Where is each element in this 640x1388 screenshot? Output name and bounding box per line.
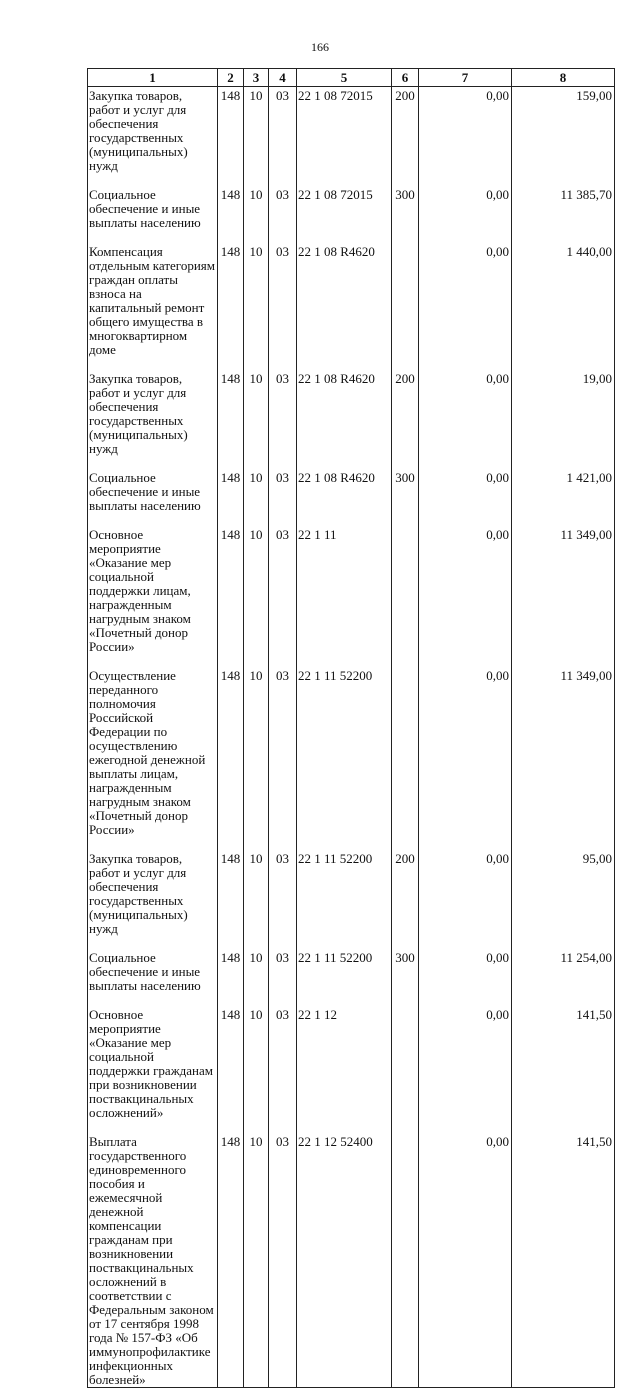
row-rz-cell: 10	[244, 186, 269, 230]
spacer-cell	[269, 513, 297, 526]
row-col8-cell: 159,00	[512, 87, 615, 174]
row-csr-cell: 22 1 08 R4620	[297, 370, 392, 456]
spacer-cell	[218, 173, 244, 186]
spacer-cell	[269, 654, 297, 667]
spacer-cell	[269, 357, 297, 370]
spacer-cell	[297, 1120, 392, 1133]
spacer-cell	[512, 1120, 615, 1133]
spacer-cell	[392, 1120, 419, 1133]
row-rz-cell: 10	[244, 370, 269, 456]
spacer-cell	[512, 230, 615, 243]
row-grbs-cell: 148	[218, 469, 244, 513]
row-col8-cell: 141,50	[512, 1006, 615, 1120]
row-rz-cell: 10	[244, 1006, 269, 1120]
row-name-cell: Закупка товаров, работ и услуг для обеспечения государственных (муниципальных) нужд	[88, 370, 218, 456]
spacer-cell	[512, 456, 615, 469]
row-pr-cell: 03	[269, 1006, 297, 1120]
row-col7-cell: 0,00	[419, 850, 512, 936]
row-col8-cell: 1 421,00	[512, 469, 615, 513]
row-spacer	[88, 936, 615, 949]
table-row	[88, 949, 615, 993]
spacer-cell	[392, 837, 419, 850]
row-col7-cell: 0,00	[419, 469, 512, 513]
spacer-cell	[512, 936, 615, 949]
row-rz-cell: 10	[244, 949, 269, 993]
row-vr-cell: 200	[392, 370, 419, 456]
row-col7-cell: 0,00	[419, 370, 512, 456]
spacer-cell	[244, 513, 269, 526]
spacer-cell	[244, 230, 269, 243]
row-col8-cell: 141,50	[512, 1133, 615, 1388]
spacer-cell	[244, 173, 269, 186]
spacer-cell	[244, 1120, 269, 1133]
spacer-cell	[419, 456, 512, 469]
page-number: 166	[311, 40, 329, 54]
spacer-cell	[88, 936, 218, 949]
row-col7-cell: 0,00	[419, 667, 512, 837]
row-csr-cell: 22 1 12 52400	[297, 1133, 392, 1388]
table-row	[88, 526, 615, 654]
row-csr-cell: 22 1 11	[297, 526, 392, 654]
row-col7-cell: 0,00	[419, 1006, 512, 1120]
spacer-cell	[512, 993, 615, 1006]
spacer-cell	[88, 456, 218, 469]
spacer-cell	[244, 993, 269, 1006]
header-col-6: 6	[392, 69, 419, 87]
row-csr-cell: 22 1 11 52200	[297, 850, 392, 936]
spacer-cell	[419, 837, 512, 850]
row-vr-cell: 200	[392, 87, 419, 174]
row-pr-cell: 03	[269, 87, 297, 174]
spacer-cell	[297, 993, 392, 1006]
row-pr-cell: 03	[269, 186, 297, 230]
row-csr-cell: 22 1 11 52200	[297, 667, 392, 837]
row-vr-cell	[392, 1133, 419, 1388]
spacer-cell	[297, 173, 392, 186]
spacer-cell	[392, 936, 419, 949]
spacer-cell	[88, 173, 218, 186]
row-pr-cell: 03	[269, 850, 297, 936]
spacer-cell	[218, 837, 244, 850]
row-pr-cell: 03	[269, 370, 297, 456]
header-col-7: 7	[419, 69, 512, 87]
spacer-cell	[218, 513, 244, 526]
row-spacer	[88, 1120, 615, 1133]
spacer-cell	[88, 357, 218, 370]
row-spacer	[88, 654, 615, 667]
row-pr-cell: 03	[269, 526, 297, 654]
row-col7-cell: 0,00	[419, 87, 512, 174]
row-rz-cell: 10	[244, 1133, 269, 1388]
spacer-cell	[297, 456, 392, 469]
spacer-cell	[297, 936, 392, 949]
row-grbs-cell: 148	[218, 1006, 244, 1120]
spacer-cell	[392, 654, 419, 667]
spacer-cell	[297, 357, 392, 370]
row-grbs-cell: 148	[218, 243, 244, 357]
row-vr-cell: 300	[392, 469, 419, 513]
row-grbs-cell: 148	[218, 949, 244, 993]
row-grbs-cell: 148	[218, 186, 244, 230]
table-row	[88, 667, 615, 837]
spacer-cell	[88, 513, 218, 526]
spacer-cell	[392, 456, 419, 469]
row-col8-cell: 1 440,00	[512, 243, 615, 357]
row-col8-cell: 11 385,70	[512, 186, 615, 230]
spacer-cell	[419, 357, 512, 370]
row-spacer	[88, 993, 615, 1006]
spacer-cell	[419, 173, 512, 186]
row-spacer	[88, 357, 615, 370]
row-vr-cell: 300	[392, 949, 419, 993]
spacer-cell	[512, 654, 615, 667]
row-grbs-cell: 148	[218, 667, 244, 837]
spacer-cell	[269, 230, 297, 243]
row-pr-cell: 03	[269, 243, 297, 357]
row-col8-cell: 19,00	[512, 370, 615, 456]
row-col7-cell: 0,00	[419, 186, 512, 230]
header-col-8: 8	[512, 69, 615, 87]
row-col7-cell: 0,00	[419, 949, 512, 993]
row-spacer	[88, 456, 615, 469]
row-grbs-cell: 148	[218, 1133, 244, 1388]
spacer-cell	[218, 230, 244, 243]
table-row	[88, 1006, 615, 1120]
row-grbs-cell: 148	[218, 87, 244, 174]
spacer-cell	[419, 993, 512, 1006]
row-pr-cell: 03	[269, 1133, 297, 1388]
header-col-5: 5	[297, 69, 392, 87]
header-col-2: 2	[218, 69, 244, 87]
row-vr-cell	[392, 243, 419, 357]
spacer-cell	[269, 456, 297, 469]
row-name-cell: Социальное обеспечение и иные выплаты населению	[88, 186, 218, 230]
row-name-cell: Выплата государственного единовременного пособия и ежемесячной денежной компенсации гражданам при возникновении поствакцинальных осложнений в соответствии с Федеральным законом от 17 сентября 1998 года № 157-ФЗ «Об иммунопрофилактике инфекционных болезней»	[88, 1133, 218, 1388]
row-rz-cell: 10	[244, 243, 269, 357]
row-spacer	[88, 513, 615, 526]
spacer-cell	[419, 1120, 512, 1133]
spacer-cell	[269, 993, 297, 1006]
table-row	[88, 186, 615, 230]
row-rz-cell: 10	[244, 850, 269, 936]
spacer-cell	[218, 1120, 244, 1133]
table-row	[88, 469, 615, 513]
spacer-cell	[512, 357, 615, 370]
row-vr-cell	[392, 667, 419, 837]
spacer-cell	[244, 456, 269, 469]
row-csr-cell: 22 1 11 52200	[297, 949, 392, 993]
row-col7-cell: 0,00	[419, 1133, 512, 1388]
row-pr-cell: 03	[269, 469, 297, 513]
table-row	[88, 370, 615, 456]
header-col-3: 3	[244, 69, 269, 87]
row-rz-cell: 10	[244, 87, 269, 174]
spacer-cell	[392, 357, 419, 370]
spacer-cell	[297, 654, 392, 667]
spacer-cell	[269, 173, 297, 186]
spacer-cell	[218, 357, 244, 370]
row-vr-cell: 300	[392, 186, 419, 230]
header-row	[88, 69, 615, 87]
row-csr-cell: 22 1 08 R4620	[297, 243, 392, 357]
spacer-cell	[244, 936, 269, 949]
spacer-cell	[419, 513, 512, 526]
header-col-4: 4	[269, 69, 297, 87]
row-csr-cell: 22 1 08 72015	[297, 186, 392, 230]
row-vr-cell	[392, 526, 419, 654]
header-col-1: 1	[88, 69, 218, 87]
row-col7-cell: 0,00	[419, 526, 512, 654]
row-rz-cell: 10	[244, 667, 269, 837]
spacer-cell	[218, 993, 244, 1006]
row-rz-cell: 10	[244, 469, 269, 513]
row-col8-cell: 95,00	[512, 850, 615, 936]
spacer-cell	[512, 173, 615, 186]
row-spacer	[88, 230, 615, 243]
spacer-cell	[88, 837, 218, 850]
row-csr-cell: 22 1 12	[297, 1006, 392, 1120]
table-row	[88, 1133, 615, 1388]
row-csr-cell: 22 1 08 72015	[297, 87, 392, 174]
table-row	[88, 850, 615, 936]
spacer-cell	[88, 230, 218, 243]
spacer-cell	[269, 1120, 297, 1133]
table-body	[88, 87, 615, 1388]
spacer-cell	[512, 513, 615, 526]
row-name-cell: Закупка товаров, работ и услуг для обеспечения государственных (муниципальных) нужд	[88, 850, 218, 936]
row-col7-cell: 0,00	[419, 243, 512, 357]
row-name-cell: Социальное обеспечение и иные выплаты населению	[88, 469, 218, 513]
spacer-cell	[88, 654, 218, 667]
row-csr-cell: 22 1 08 R4620	[297, 469, 392, 513]
row-rz-cell: 10	[244, 526, 269, 654]
spacer-cell	[419, 654, 512, 667]
row-name-cell: Основное мероприятие «Оказание мер социальной поддержки лицам, награжденным нагрудным знаком «Почетный донор России»	[88, 526, 218, 654]
spacer-cell	[512, 837, 615, 850]
row-spacer	[88, 173, 615, 186]
spacer-cell	[392, 173, 419, 186]
spacer-cell	[218, 936, 244, 949]
row-spacer	[88, 837, 615, 850]
spacer-cell	[297, 230, 392, 243]
row-name-cell: Социальное обеспечение и иные выплаты населению	[88, 949, 218, 993]
row-col8-cell: 11 349,00	[512, 526, 615, 654]
spacer-cell	[244, 654, 269, 667]
row-grbs-cell: 148	[218, 850, 244, 936]
budget-table	[87, 68, 615, 1388]
row-grbs-cell: 148	[218, 370, 244, 456]
spacer-cell	[392, 993, 419, 1006]
spacer-cell	[392, 230, 419, 243]
spacer-cell	[392, 513, 419, 526]
spacer-cell	[88, 993, 218, 1006]
spacer-cell	[269, 837, 297, 850]
spacer-cell	[269, 936, 297, 949]
row-name-cell: Компенсация отдельным категориям граждан оплаты взноса на капитальный ремонт общего имущества в многоквартирном доме	[88, 243, 218, 357]
spacer-cell	[218, 654, 244, 667]
row-name-cell: Закупка товаров, работ и услуг для обеспечения государственных (муниципальных) нужд	[88, 87, 218, 174]
spacer-cell	[88, 1120, 218, 1133]
row-name-cell: Осуществление переданного полномочия Российской Федерации по осуществлению ежегодной денежной выплаты лицам, награжденным нагрудным знаком «Почетный донор России»	[88, 667, 218, 837]
spacer-cell	[218, 456, 244, 469]
row-col8-cell: 11 254,00	[512, 949, 615, 993]
row-pr-cell: 03	[269, 667, 297, 837]
table-row	[88, 243, 615, 357]
table-row	[88, 87, 615, 174]
row-pr-cell: 03	[269, 949, 297, 993]
spacer-cell	[297, 837, 392, 850]
row-name-cell: Основное мероприятие «Оказание мер социальной поддержки гражданам при возникновении поствакцинальных осложнений»	[88, 1006, 218, 1120]
spacer-cell	[419, 936, 512, 949]
row-vr-cell: 200	[392, 850, 419, 936]
spacer-cell	[419, 230, 512, 243]
row-vr-cell	[392, 1006, 419, 1120]
row-col8-cell: 11 349,00	[512, 667, 615, 837]
spacer-cell	[244, 357, 269, 370]
spacer-cell	[297, 513, 392, 526]
spacer-cell	[244, 837, 269, 850]
row-grbs-cell: 148	[218, 526, 244, 654]
